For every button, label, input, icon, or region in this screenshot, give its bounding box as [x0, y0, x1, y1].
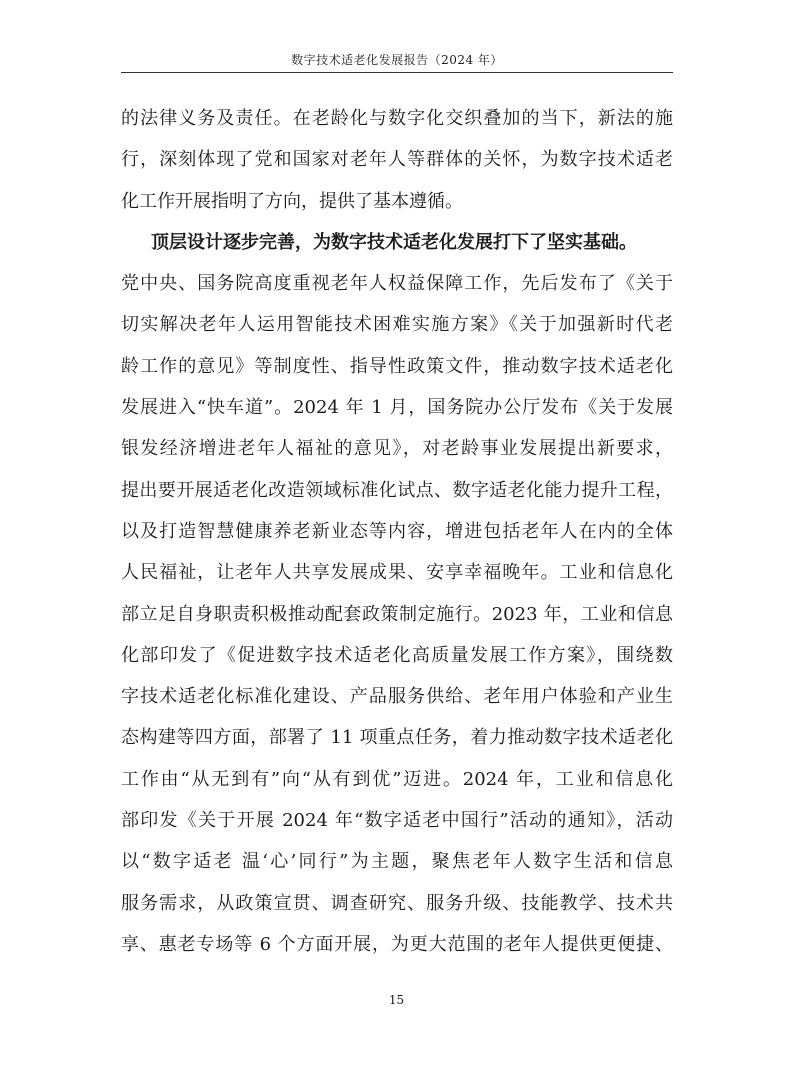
header-rule	[121, 72, 673, 73]
text-line: 龄工作的意见》等制度性、指导性政策文件，推动数字技术适老化	[121, 355, 673, 377]
text-line: 的法律义务及责任。在老龄化与数字化交织叠加的当下，新法的施	[121, 108, 673, 129]
text-line: 工作由“从无到有”向“从有到优”迈进。2024 年，工业和信息化	[121, 768, 673, 790]
body-text	[121, 98, 673, 965]
text-line: 党中央、国务院高度重视老年人权益保障工作，先后发布了《关于	[121, 273, 673, 295]
text-line: 以及打造智慧健康养老新业态等内容，增进包括老年人在内的全体	[121, 520, 673, 542]
text-line: 人民福祉，让老年人共享发展成果、安享幸福晚年。工业和信息化	[121, 562, 673, 584]
text-line: 化部印发了《促进数字技术适老化高质量发展工作方案》，围绕数	[121, 644, 673, 666]
text-line: 切实解决老年人运用智能技术困难实施方案》《关于加强新时代老	[121, 314, 673, 336]
text-line: 提出要开展适老化改造领域标准化试点、数字适老化能力提升工程，	[121, 479, 673, 501]
text-line: 字技术适老化标准化建设、产品服务供给、老年用户体验和产业生	[121, 686, 673, 708]
text-line: 部立足自身职责积极推动配套政策制定施行。2023 年，工业和信息	[121, 603, 673, 625]
text-line: 行，深刻体现了党和国家对老年人等群体的关怀，为数字技术适老	[121, 149, 673, 171]
paragraph-1	[121, 98, 673, 222]
text-line: 银发经济增进老年人福祉的意见》，对老龄事业发展提出新要求，	[121, 438, 673, 460]
text-line: 服务需求，从政策宣贯、调查研究、服务升级、技能教学、技术共	[121, 892, 673, 914]
page-number: 15	[388, 993, 405, 1007]
running-header: 数字技术适老化发展报告（2024 年）	[291, 53, 503, 67]
text-line: 以“数字适老 温‘心’同行”为主题，聚焦老年人数字生活和信息	[121, 851, 673, 873]
section-heading: 顶层设计逐步完善，为数字技术适老化发展打下了坚实基础。	[151, 231, 637, 253]
paragraph-2	[121, 222, 673, 965]
text-line: 态构建等四方面，部署了 11 项重点任务，着力推动数字技术适老化	[121, 727, 673, 749]
text-line: 享、惠老专场等 6 个方面开展，为更大范围的老年人提供更便捷、	[121, 933, 673, 955]
text-line: 化工作开展指明了方向，提供了基本遵循。	[121, 190, 463, 212]
text-line: 发展进入“快车道”。2024 年 1 月，国务院办公厅发布《关于发展	[121, 397, 673, 419]
text-line: 部印发《关于开展 2024 年“数字适老中国行”活动的通知》，活动	[121, 810, 673, 832]
